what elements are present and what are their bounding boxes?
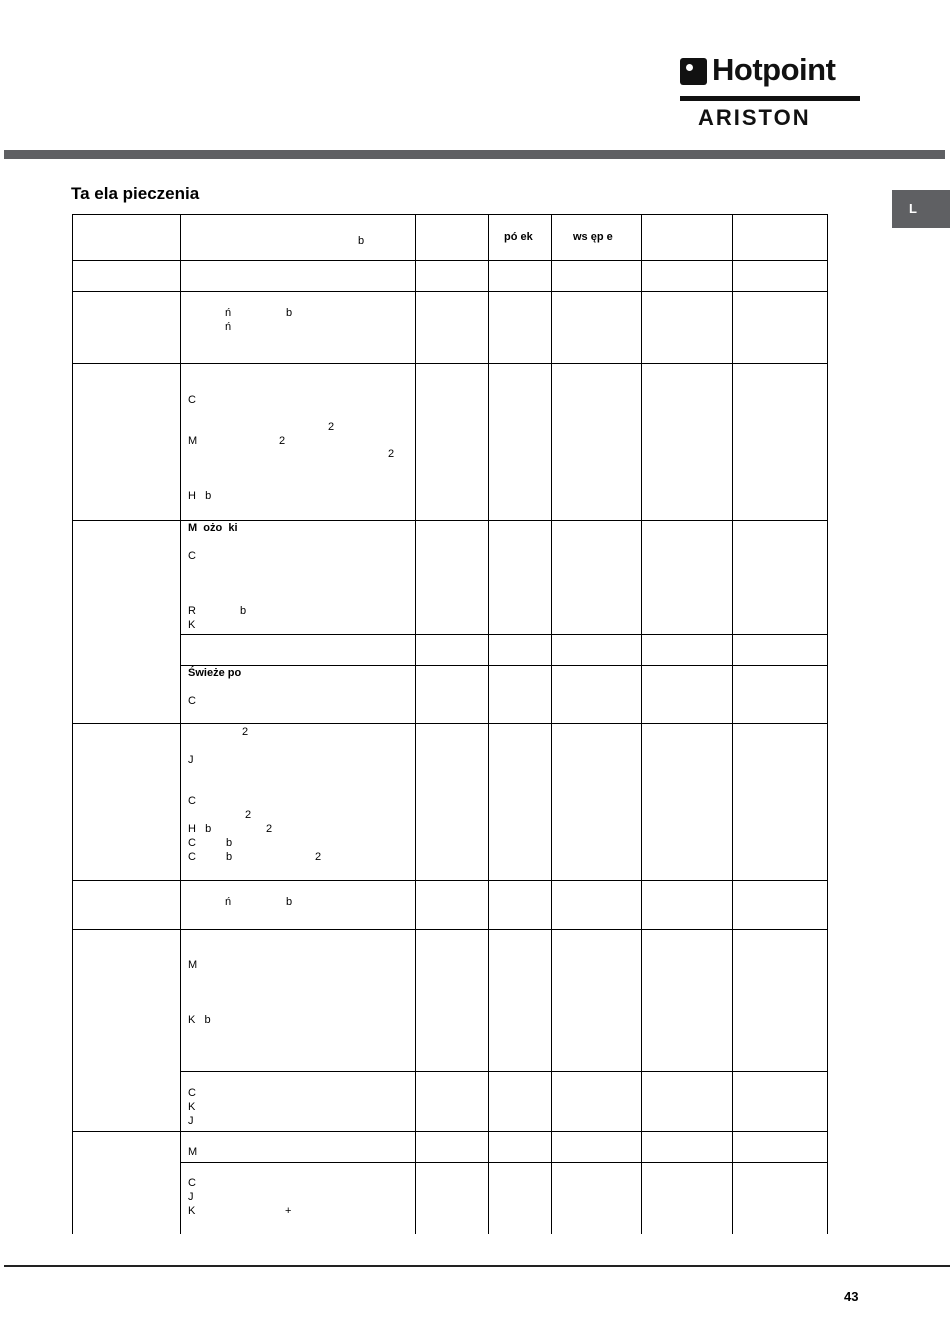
cell-text: C (188, 394, 196, 406)
cell-text: C (188, 695, 196, 707)
cell-text: 2 (266, 823, 273, 835)
page-title: Ta ela pieczenia (71, 184, 200, 203)
table-border-top (72, 214, 828, 215)
cell-text: J (188, 754, 194, 766)
column-divider (551, 214, 552, 1234)
cell-text: C (188, 851, 196, 863)
row-divider (72, 880, 828, 881)
cell-text: K b (188, 1014, 211, 1026)
row-divider (72, 929, 828, 930)
cell-text: b (286, 896, 293, 908)
baking-table (72, 214, 828, 1234)
row-divider (180, 1071, 828, 1072)
column-divider (488, 214, 489, 1234)
column-divider (415, 214, 416, 1234)
row-divider (180, 634, 828, 635)
column-divider (180, 214, 181, 1234)
cell-text: C (188, 1177, 196, 1189)
row-divider (72, 363, 828, 364)
header-preheat: ws ęp e (573, 231, 613, 243)
cell-text: C (188, 795, 196, 807)
cell-text: 2 (279, 435, 286, 447)
column-divider (641, 214, 642, 1234)
row-divider (180, 665, 828, 666)
column-divider (827, 214, 828, 1234)
row-divider (180, 1162, 828, 1163)
brand-name-hotpoint: Hotpoint (712, 52, 836, 87)
cell-text: b (226, 851, 233, 863)
cell-text: b (286, 307, 293, 319)
cell-text: 2 (242, 726, 249, 738)
cell-text: b (240, 605, 247, 617)
cell-text: C (188, 837, 196, 849)
cell-text: M (188, 959, 198, 971)
language-tab: L (892, 190, 950, 228)
row-divider (72, 291, 828, 292)
cell-text: ń (225, 321, 232, 333)
cell-text: b (226, 837, 233, 849)
cell-text: J (188, 1191, 194, 1203)
page-number: 43 (844, 1289, 859, 1304)
cell-text: K (188, 1205, 196, 1217)
cell-text: 2 (328, 421, 335, 433)
cell-text: K (188, 619, 196, 631)
cell-text: Świeże po (188, 667, 242, 679)
hotpoint-logo-icon (680, 58, 707, 85)
cell-text: C (188, 550, 196, 562)
column-divider (732, 214, 733, 1234)
cell-text: J (188, 1115, 194, 1127)
cell-text: 2 (245, 809, 252, 821)
cell-text: ń (225, 896, 232, 908)
cell-text: H b (188, 823, 212, 835)
footer-rule (4, 1265, 950, 1267)
row-divider (72, 520, 828, 521)
cell-text: M ożo ki (188, 522, 238, 534)
header-band (4, 150, 945, 159)
cell-text: 2 (388, 448, 395, 460)
cell-text: M (188, 1146, 198, 1158)
cell-text: K (188, 1101, 196, 1113)
brand-name-ariston: ARISTON (698, 105, 811, 130)
cell-text: C (188, 1087, 196, 1099)
column-divider (72, 214, 73, 1234)
logo-rule (680, 96, 860, 101)
cell-text: b (358, 235, 365, 247)
row-divider (72, 723, 828, 724)
row-divider (72, 1131, 828, 1132)
header-shelf: pó ek (504, 231, 533, 243)
brand-logo (680, 52, 860, 130)
cell-text: ń (225, 307, 232, 319)
cell-text: H b (188, 490, 212, 502)
cell-text: M (188, 435, 198, 447)
cell-text: + (285, 1205, 292, 1217)
row-divider (72, 260, 828, 261)
cell-text: R (188, 605, 196, 617)
cell-text: 2 (315, 851, 322, 863)
